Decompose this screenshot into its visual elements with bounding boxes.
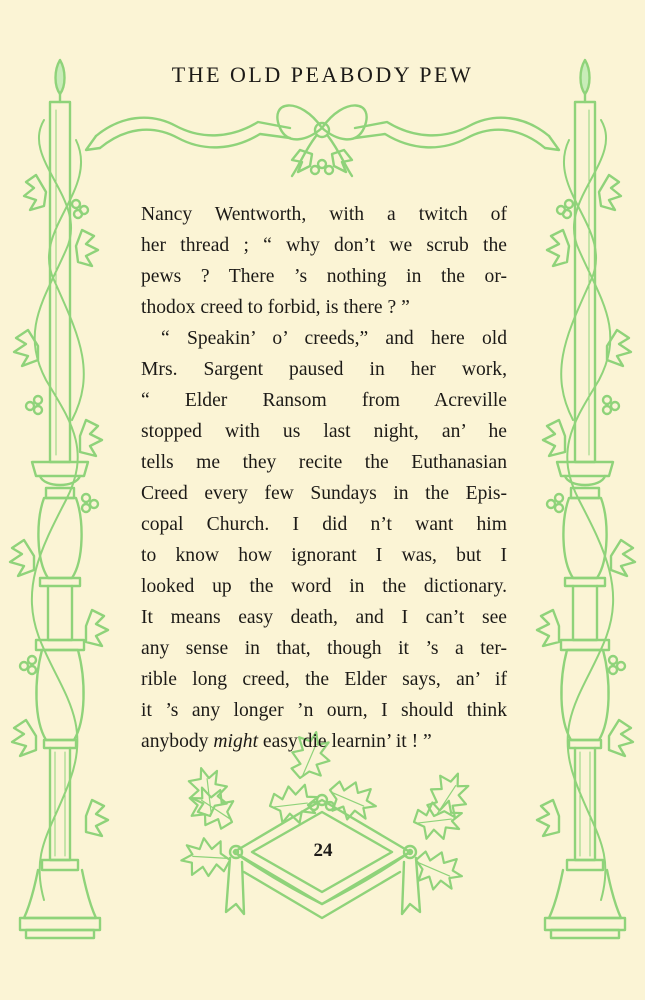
right-candlestick [537, 60, 635, 938]
text-line: It means easy death, and I can’t see [141, 607, 507, 628]
text-line-last [141, 726, 507, 757]
ribbon-bow-ornament [86, 105, 559, 176]
left-candlestick [10, 60, 108, 938]
text-line: her thread ; “ why don’t we scrub the [141, 235, 507, 256]
text-line: any sense in that, though it ’s a ter- [141, 638, 507, 659]
text-line: it ’s any longer ’n ourn, I should think [141, 700, 507, 721]
text-line: stopped with us last night, an’ he [141, 421, 507, 442]
body-text [141, 199, 507, 757]
text-line: copal Church. I did n’t want him [141, 514, 507, 535]
text-line: “ Speakin’ o’ creeds,” and here old [161, 328, 507, 349]
text-line: looked up the word in the dictionary. [141, 576, 507, 597]
emphasized-word: might [213, 731, 259, 752]
holly-diamond-ornament [178, 729, 475, 918]
text-line: Nancy Wentworth, with a twitch of [141, 204, 507, 225]
text-line: “ Elder Ransom from Acreville [141, 390, 507, 411]
text-line: thodox creed to forbid, is there ? ” [141, 297, 410, 318]
text-line: to know how ignorant I was, but I [141, 545, 507, 566]
text-line: tells me they recite the Euthanasian [141, 452, 507, 473]
text-after-emphasis: easy die learnin’ it ! ” [258, 731, 432, 752]
running-head: THE OLD PEABODY PEW [171, 62, 474, 87]
page-number: 24 [313, 840, 333, 861]
text-line: rible long creed, the Elder says, an’ if [141, 669, 507, 690]
text-line: pews ? There ’s nothing in the or- [141, 266, 507, 287]
text-line: Mrs. Sargent paused in her work, [141, 359, 507, 380]
text-before-emphasis: anybody [141, 731, 214, 752]
text-line: Creed every few Sundays in the Epis- [141, 483, 507, 504]
